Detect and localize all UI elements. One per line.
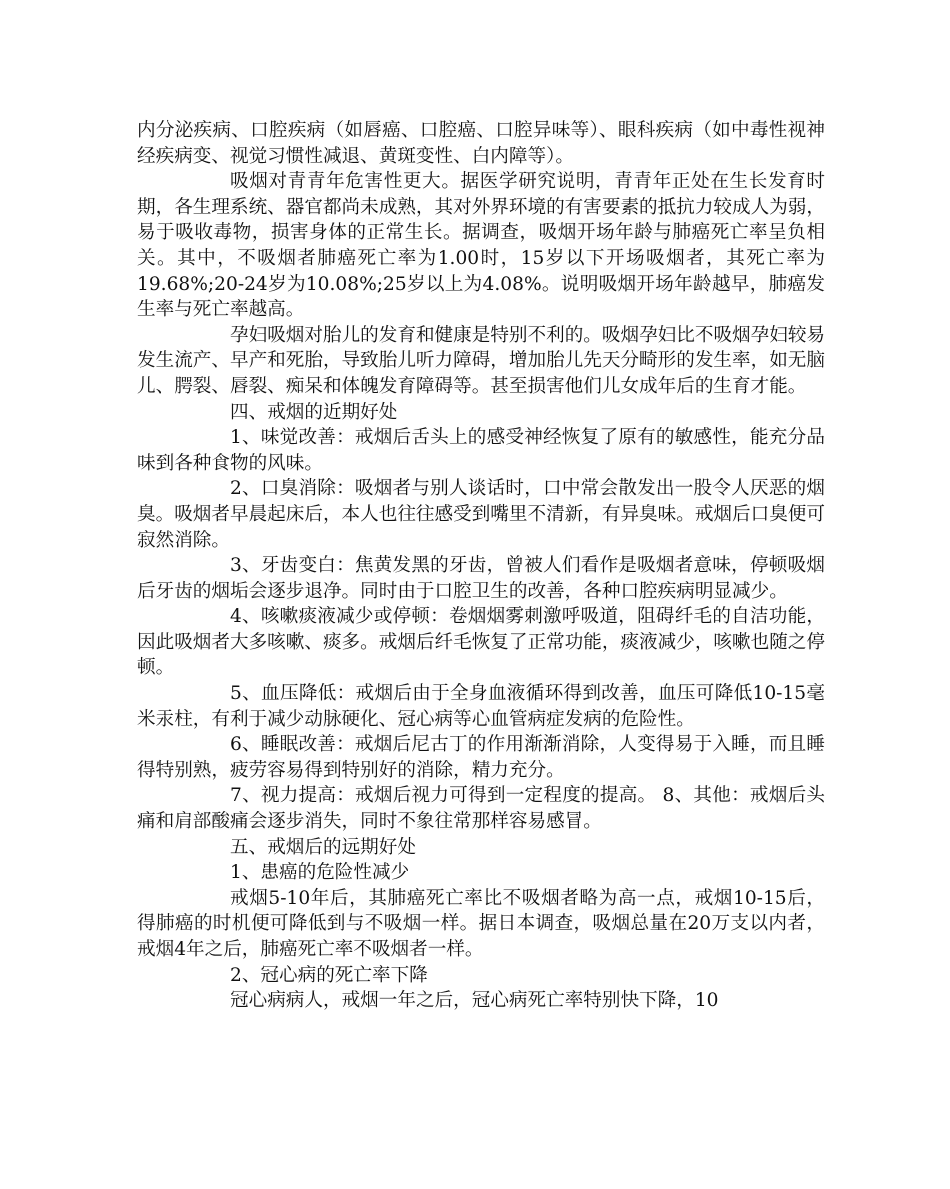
paragraph-breath: 2、口臭消除：吸烟者与别人谈话时，口中常会散发出一股令人厌恶的烟臭。吸烟者早晨起床后，本人也往往感受到嘴里不清新，有异臭味。戒烟后口臭便可寂然消除。: [137, 478, 825, 551]
paragraph-cough: 4、咳嗽痰液减少或停顿：卷烟烟雾刺激呼吸道，阻碍纤毛的自洁功能，因此吸烟者大多咳嗽、痰多。戒烟后纤毛恢复了正常功能，痰液减少，咳嗽也随之停顿。: [137, 606, 825, 679]
paragraph-continuation: 内分泌疾病、口腔疾病（如唇癌、口腔癌、口腔异味等）、眼科疾病（如中毒性视神经疾病变、视觉习惯性减退、黄斑变性、白内障等）。: [137, 120, 825, 167]
heading-short-term-benefits: 四、戒烟的近期好处: [230, 401, 398, 423]
subheading-heart-disease: 2、冠心病的死亡率下降: [230, 964, 428, 986]
paragraph-youth-harm: 吸烟对青青年危害性更大。据医学研究说明，青青年正处在生长发育时期，各生理系统、器官都尚未成熟，其对外界环境的有害要素的抵抗力较成人为弱，易于吸收毒物，损害身体的正常生长。据调查，吸烟开场年龄与肺癌死亡率呈负相关。其中，不吸烟者肺癌死亡率为1.00时，15岁以下开场吸烟者，其死亡率为19.68%;20-24岁为10.08%;25岁以上为4.08%。说明吸烟开场年龄越早，肺癌发生率与死亡率越高。: [137, 171, 825, 321]
document-body: [137, 118, 825, 1014]
paragraph-sleep: 6、睡眠改善：戒烟后尼古丁的作用渐渐消除，人变得易于入睡，而且睡得特别熟，疲劳容易得到特别好的消除，精力充分。: [137, 734, 825, 781]
subheading-cancer-risk: 1、患癌的危险性减少: [230, 862, 410, 884]
paragraph-pregnancy: 孕妇吸烟对胎儿的发育和健康是特别不利的。吸烟孕妇比不吸烟孕妇较易发生流产、早产和死胎，导致胎儿听力障碍，增加胎儿先天分畸形的发生率，如无脑儿、腭裂、唇裂、痴呆和体魄发育障碍等。甚至损害他们儿女成年后的生育才能。: [137, 324, 826, 397]
paragraph-blood-pressure: 5、血压降低：戒烟后由于全身血液循环得到改善，血压可降低10-15毫米汞柱，有利于减少动脉硬化、冠心病等心血管病症发病的危险性。: [137, 683, 825, 730]
paragraph-cancer-risk: 戒烟5-10年后，其肺癌死亡率比不吸烟者略为高一点，戒烟10-15后，得肺癌的时机便可降低到与不吸烟一样。据日本调查，吸烟总量在20万支以内者，戒烟4年之后，肺癌死亡率不吸烟者一样。: [137, 887, 825, 960]
paragraph-teeth: 3、牙齿变白：焦黄发黑的牙齿，曾被人们看作是吸烟者意味，停顿吸烟后牙齿的烟垢会逐步退净。同时由于口腔卫生的改善，各种口腔疾病明显减少。: [137, 555, 825, 602]
heading-long-term-benefits: 五、戒烟后的远期好处: [230, 836, 416, 858]
paragraph-heart-disease: 冠心病病人，戒烟一年之后，冠心病死亡率特别快下降，10: [230, 990, 719, 1012]
paragraph-taste: 1、味觉改善：戒烟后舌头上的感受神经恢复了原有的敏感性，能充分品味到各种食物的风味。: [137, 427, 825, 474]
paragraph-vision-other: 7、视力提高：戒烟后视力可得到一定程度的提高。 8、其他：戒烟后头痛和肩部酸痛会逐步消失，同时不象往常那样容易感冒。: [137, 785, 825, 833]
